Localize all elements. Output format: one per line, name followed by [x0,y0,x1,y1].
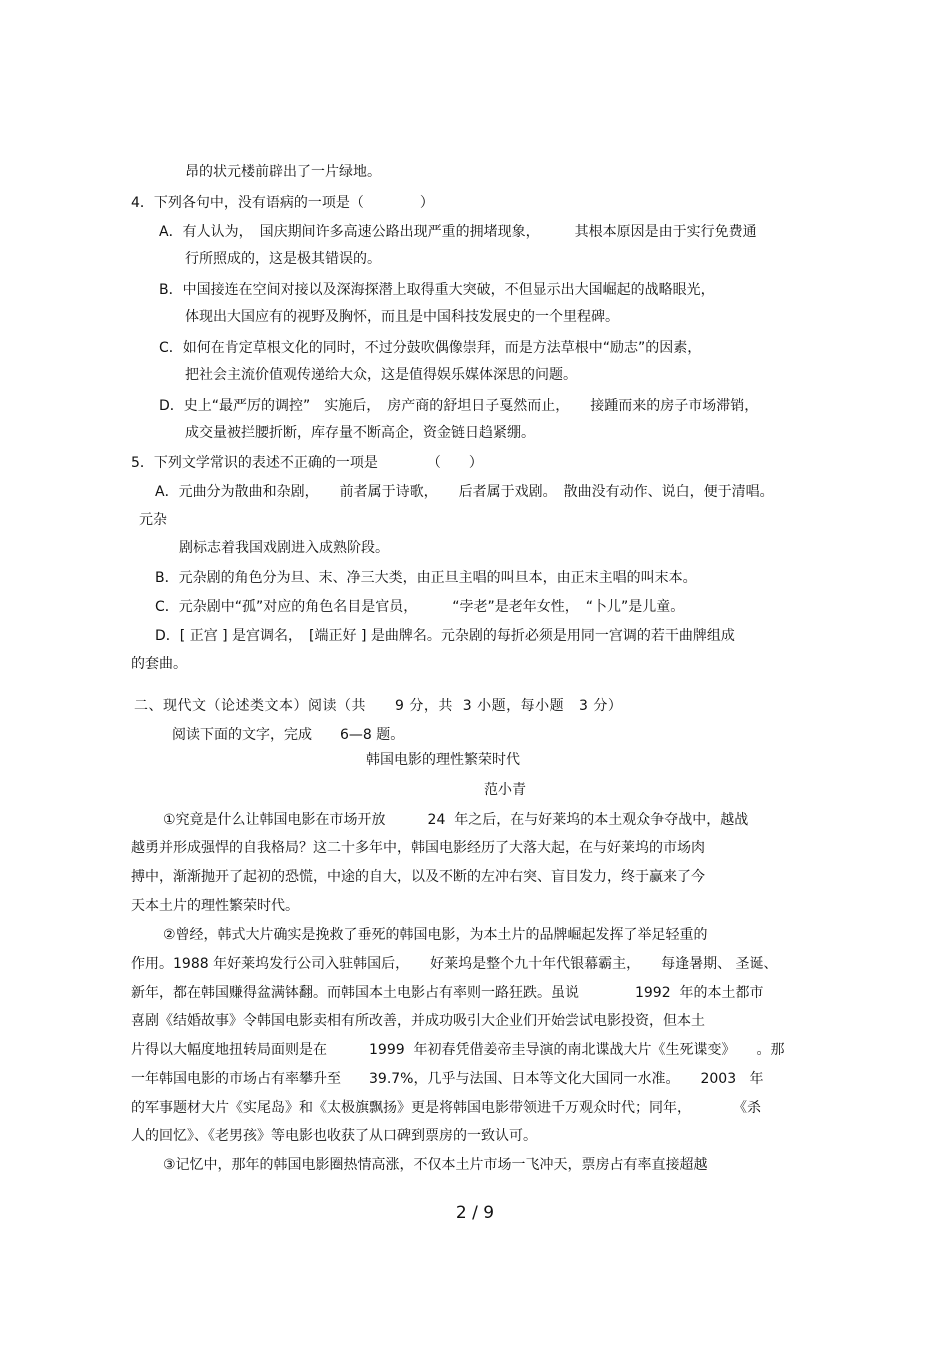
paragraph-2-line: 一年韩国电影的市场占有率攀升至 39.7%，几乎与法国、日本等文化大国同一水准。 2003 年 [131,1071,764,1087]
paragraph-1-line: ①究竟是什么让韩国电影在市场开放 24 年之后，在与好莱坞的本土观众争夺战中，越战 [163,812,749,828]
article-author: 范小青 [484,782,526,798]
article-title: 韩国电影的理性繁荣时代 [366,752,520,768]
question-4: 4．下列各句中，没有语病的一项是（ ） [131,195,434,211]
q4-option-b: B．中国接连在空间对接以及深海探潜上取得重大突破，不但显示出大国崛起的战略眼光， [159,282,715,298]
question-5: 5．下列文学常识的表述不正确的一项是 （ ） [131,455,483,471]
paragraph-1-line: 搏中，渐渐抛开了起初的恐慌，中途的自大，以及不断的左冲右突、盲目发力，终于赢来了今 [131,869,705,885]
q4-option-d-cont: 成交量被拦腰折断，库存量不断高企，资金链日趋紧绷。 [185,425,535,441]
q5-option-a-cont2: 剧标志着我国戏剧进入成熟阶段。 [179,540,389,556]
page-number: 2 / 9 [455,1203,495,1223]
paragraph-2-line: 作用。1988 年好莱坞发行公司入驻韩国后， 好莱坞是整个九十年代银幕霸主， 每逢暑期、 圣诞、 [131,956,778,972]
q4-option-a-cont: 行所照成的，这是极其错误的。 [185,251,381,267]
paragraph-2-line: 喜剧《结婚故事》令韩国电影卖相有所改善，并成功吸引大企业们开始尝试电影投资，但本土 [131,1013,705,1029]
q4-option-c: C．如何在肯定草根文化的同时，不过分鼓吹偶像崇拜，而是方法草根中“励志”的因素， [159,340,702,356]
paragraph-3-line: ③记忆中，那年的韩国电影圈热情高涨，不仅本土片市场一飞冲天，票房占有率直接超越 [163,1157,708,1173]
q5-option-a-cont: 元杂 [139,512,167,528]
instruction: 阅读下面的文字，完成 6—8 题。 [172,727,405,743]
q5-option-b: B．元杂剧的角色分为旦、末、净三大类，由正旦主唱的叫旦本，由正末主唱的叫末本。 [155,570,697,586]
paragraph-2-line: 人的回忆》、《老男孩》等电影也收获了从口碑到票房的一致认可。 [131,1128,537,1144]
q4-option-d: D．史上“最严厉的调控” 实施后， 房产商的舒坦日子戛然而止， 接踵而来的房子市场滞销， [159,398,759,414]
q5-option-d-cont: 的套曲。 [131,656,187,672]
paragraph-2-line: 的军事题材大片《实尾岛》和《太极旗飘扬》更是将韩国电影带领进千万观众时代；同年， 《杀 [131,1100,761,1116]
q5-option-a: A．元曲分为散曲和杂剧， 前者属于诗歌， 后者属于戏剧。 散曲没有动作、说白，便于清唱。 [155,484,774,500]
paragraph-1-line: 天本土片的理性繁荣时代。 [131,898,299,914]
paragraph-1-line: 越勇并形成强悍的自我格局？这二十多年中，韩国电影经历了大落大起，在与好莱坞的市场肉 [131,840,705,856]
section-heading: 二、现代文（论述类文本）阅读（共 9 分，共 3 小题，每小题 3 分） [134,698,623,714]
q5-option-d: D．[ 正宫 ] 是宫调名， [端正好 ] 是曲牌名。元杂剧的每折必须是用同一宫调的若干曲牌组成 [155,628,735,644]
q5-option-c: C．元杂剧中“孤”对应的角色名目是官员， “孛老”是老年女性， “卜儿”是儿童。 [155,599,685,615]
paragraph-2-line: 新年，都在韩国赚得盆满钵翻。而韩国本土电影占有率则一路狂跌。虽说 1992 年的本土都市 [131,985,764,1001]
q4-option-a: A．有人认为， 国庆期间许多高速公路出现严重的拥堵现象， 其根本原因是由于实行免费通 [159,224,757,240]
text-line: 昂的状元楼前辟出了一片绿地。 [185,164,381,180]
q4-option-c-cont: 把社会主流价值观传递给大众，这是值得娱乐媒体深思的问题。 [185,367,577,383]
paragraph-2-line: 片得以大幅度地扭转局面则是在 1999 年初春凭借姜帝圭导演的南北谍战大片《生死谍变》 。那 [131,1042,785,1058]
paragraph-2-line: ②曾经，韩式大片确实是挽救了垂死的韩国电影，为本土片的品牌崛起发挥了举足轻重的 [163,927,708,943]
q4-option-b-cont: 体现出大国应有的视野及胸怀，而且是中国科技发展史的一个里程碑。 [185,309,619,325]
